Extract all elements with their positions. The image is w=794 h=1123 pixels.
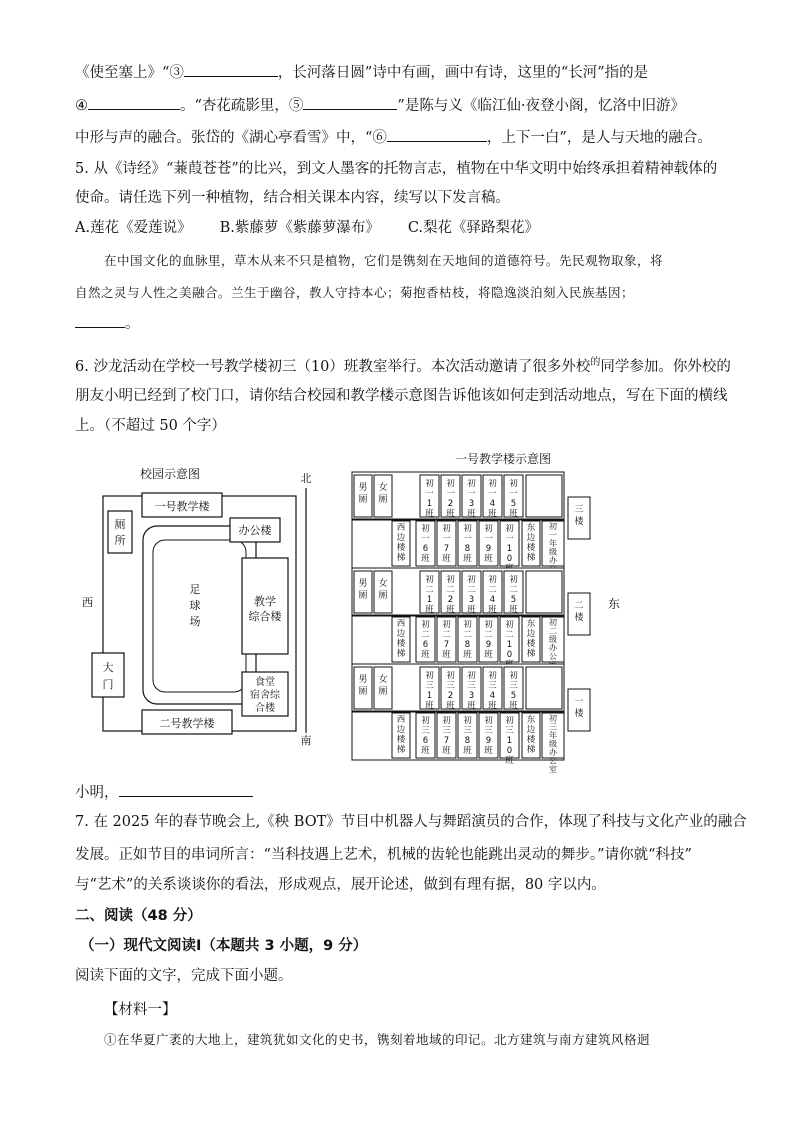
west-stairs-label: 西边楼梯 (396, 619, 406, 659)
female-toilet-label: 女厕 (378, 483, 388, 505)
q5-speech-line-1: 在中国文化的血脉里，草木从来不只是植物，它们是镌刻在天地间的道德符号。先民观物取象，将 (104, 253, 664, 268)
grade-office-label: 初三年级办公室 (549, 714, 557, 774)
top-right-room (526, 571, 562, 613)
classroom-label: 初二 3 班 (467, 575, 476, 615)
gate-label-2: 门 (102, 678, 114, 691)
male-toilet-label: 男厕 (358, 579, 368, 601)
office-label: 办公楼 (238, 524, 272, 537)
floor-layers (352, 472, 590, 774)
campus-map-title: 校园示意图 (140, 467, 201, 481)
grade-office-label: 初一年级办 (549, 522, 557, 565)
female-toilet-label: 女厕 (378, 579, 388, 601)
classroom-label: 初一 1 班 (425, 479, 434, 519)
classroom-label: 初二 1 0 (505, 620, 514, 660)
q4-text: ”是陈与义《临江仙·夜登小阁，忆洛中旧游》 (397, 98, 685, 114)
classroom-label: 初一 2 班 (446, 479, 455, 519)
field-label-char: 足 (189, 583, 201, 596)
corridor (352, 615, 564, 616)
classroom-label: 初一 6 班 (421, 524, 430, 564)
classroom-label: 初一 5 班 (509, 479, 518, 519)
q4-text: ，长河落日圆”诗中有画，画中有诗，这里的“长河”指的是 (277, 65, 649, 81)
section-heading: 二、阅读（48 分） (75, 908, 202, 924)
q6-line-2: 朋友小明已经到了校门口，请你结合校园和教学楼示意图告诉他该如何走到活动地点，写在下面的横线 (75, 388, 728, 404)
q4-line-3 (75, 127, 712, 148)
classroom-label: 初一 8 班 (463, 524, 472, 564)
classroom-label: 初三 2 班 (446, 671, 455, 711)
campus-map (80, 448, 330, 748)
q7-line-3: 与“艺术”的关系谈谈你的看法，形成观点，展开论述，做到有理有据，80 字以内。 (75, 877, 606, 893)
floor-label: 二楼 (574, 601, 584, 623)
q4-text: 中形与声的融合。张岱的《湖心亭看雪》中，“⑥ (75, 130, 387, 146)
q5-answer-blank[interactable] (75, 313, 125, 328)
classroom-label: 初二 8 班 (463, 620, 472, 660)
building-map-title: 一号教学楼示意图 (455, 452, 552, 466)
q4-text: 《使至塞上》“③ (75, 65, 184, 81)
east-label: 东 (608, 597, 621, 611)
answer-blank-3[interactable] (184, 62, 278, 77)
q4-text: ，上下一白”，是人与天地的融合。 (486, 130, 712, 146)
classroom-label: 初一 4 班 (488, 479, 497, 519)
q6-text: 同学参加。你外校的 (600, 359, 731, 375)
classroom-label: 初二 1 班 (425, 575, 434, 615)
option-c: C.梨花《驿路梨花》 (407, 220, 540, 236)
material-paragraph-1: ①在华夏广袤的大地上，建筑犹如文化的史书，镌刻着地域的印记。北方建筑与南方建筑风格迥 (104, 1032, 651, 1047)
answer-label: 小明， (75, 785, 119, 801)
classroom-label: 初二 2 班 (446, 575, 455, 615)
classroom-label: 初三 1 班 (425, 671, 434, 711)
classroom-label: 初二 6 班 (421, 620, 430, 660)
classroom-label: 初三 9 班 (484, 716, 493, 756)
q6-line-1 (75, 353, 731, 377)
material-label: 【材料一】 (104, 1002, 177, 1018)
classroom-label: 初三 8 班 (463, 716, 472, 756)
q4-line-1 (75, 62, 648, 83)
male-toilet-label: 男厕 (358, 675, 368, 697)
classroom-label: 初一 9 班 (484, 524, 493, 564)
toilet-label-2: 所 (114, 534, 126, 547)
female-toilet-label: 女厕 (378, 675, 388, 697)
answer-blank-4[interactable] (88, 95, 180, 110)
q4-text: ④ (75, 98, 88, 114)
west-label: 西 (82, 596, 93, 609)
q6-text: 6. 沙龙活动在学校一号教学楼初三（10）班教室举行。本次活动邀请了很多外校 (75, 359, 591, 375)
north-label: 北 (300, 472, 312, 485)
east-stairs-label: 东边楼梯 (526, 715, 536, 755)
option-a: A.莲花《爱莲说》 (75, 220, 192, 236)
q4-text: 。“杏花疏影里，⑤ (180, 98, 304, 114)
field-label-char: 球 (189, 599, 201, 612)
complex-label-1: 教学 (254, 595, 276, 608)
classroom-label: 初一 3 班 (467, 479, 476, 519)
q6-answer (75, 782, 253, 803)
classroom-label: 初二 7 班 (442, 620, 451, 660)
q7-line-2: 发展。正如节目的串词所言：“当科技遇上艺术，机械的齿轮也能跳出灵动的舞步。”请你就“科技” (75, 847, 692, 863)
corridor (352, 711, 564, 712)
q5-options (75, 218, 539, 238)
classroom-label: 初三 6 班 (421, 716, 430, 756)
q5-prompt-line-2: 使命。请任选下列一种植物，结合相关课本内容，续写以下发言稿。 (75, 190, 510, 206)
building-2-label: 二号教学楼 (159, 717, 215, 730)
classroom-label: 初二 4 班 (488, 575, 497, 615)
q6-answer-blank[interactable] (119, 782, 253, 797)
south-label: 南 (300, 734, 312, 747)
classroom-label: 初二 9 班 (484, 620, 493, 660)
grade-office-label: 初二级办公 (549, 618, 557, 661)
q5-prompt-line-1: 5. 从《诗经》“蒹葭苍苍”的比兴，到文人墨客的托物言志，植物在中华文明中始终承担着精神载体的 (75, 161, 718, 177)
canteen-label-2: 宿舍综 (250, 690, 280, 701)
east-stairs-label: 东边楼梯 (526, 619, 536, 659)
building-1-label: 一号教学楼 (154, 500, 210, 513)
west-stairs-label: 西边楼梯 (396, 523, 406, 563)
q4-line-2 (75, 95, 685, 116)
field-label (190, 583, 201, 628)
classroom-label: 初三 5 班 (509, 671, 518, 711)
classroom-label: 初三 7 班 (442, 716, 451, 756)
q5-period: 。 (125, 316, 140, 332)
complex-label-2: 综合楼 (248, 610, 282, 623)
classroom-label: 初三 3 班 (467, 671, 476, 711)
classroom-label: 初三 4 班 (488, 671, 497, 711)
top-right-room (526, 475, 562, 517)
classroom-label: 初三 1 0 班 (505, 716, 514, 766)
classroom-label: 初一 7 班 (442, 524, 451, 564)
top-right-room (526, 667, 562, 709)
q6-sup: 的 (590, 357, 601, 368)
floor-label: 三楼 (574, 505, 584, 527)
toilet-label: 厕 (114, 518, 126, 531)
answer-blank-5[interactable] (303, 95, 397, 110)
classroom-label: 初一 1 0 (505, 524, 514, 564)
answer-blank-6[interactable] (387, 127, 487, 142)
option-b: B.紫藤萝《紫藤萝瀑布》 (219, 220, 380, 236)
q6-line-3: 上。（不超过 50 个字） (75, 418, 226, 434)
floor-label: 一楼 (574, 697, 584, 719)
q5-speech-line-2: 自然之灵与人性之美融合。兰生于幽谷，教人守持本心；菊抱香枯枝，将隐逸淡泊刻入民族基因； (75, 285, 635, 300)
east-stairs-label: 东边楼梯 (526, 523, 536, 563)
canteen-label-1: 食堂 (255, 677, 275, 688)
q7-line-1: 7. 在 2025 年的春节晚会上,《秧 BOT》节目中机器人与舞蹈演员的合作，体现了科技与文化产业的融合 (75, 814, 747, 830)
subsection-heading: （一）现代文阅读Ⅰ（本题共 3 小题，9 分） (80, 938, 368, 954)
q5-answer-line (75, 313, 140, 334)
classroom-label: 初二 5 班 (509, 575, 518, 615)
male-toilet-label: 男厕 (358, 483, 368, 505)
gate-label-1: 大 (102, 661, 114, 674)
field-label-char: 场 (189, 615, 201, 628)
building-map (350, 448, 640, 774)
reading-instruction: 阅读下面的文字，完成下面小题。 (75, 968, 293, 984)
canteen-label-3: 合楼 (255, 703, 275, 714)
west-stairs-label: 西边楼梯 (396, 715, 406, 755)
corridor (352, 519, 564, 520)
